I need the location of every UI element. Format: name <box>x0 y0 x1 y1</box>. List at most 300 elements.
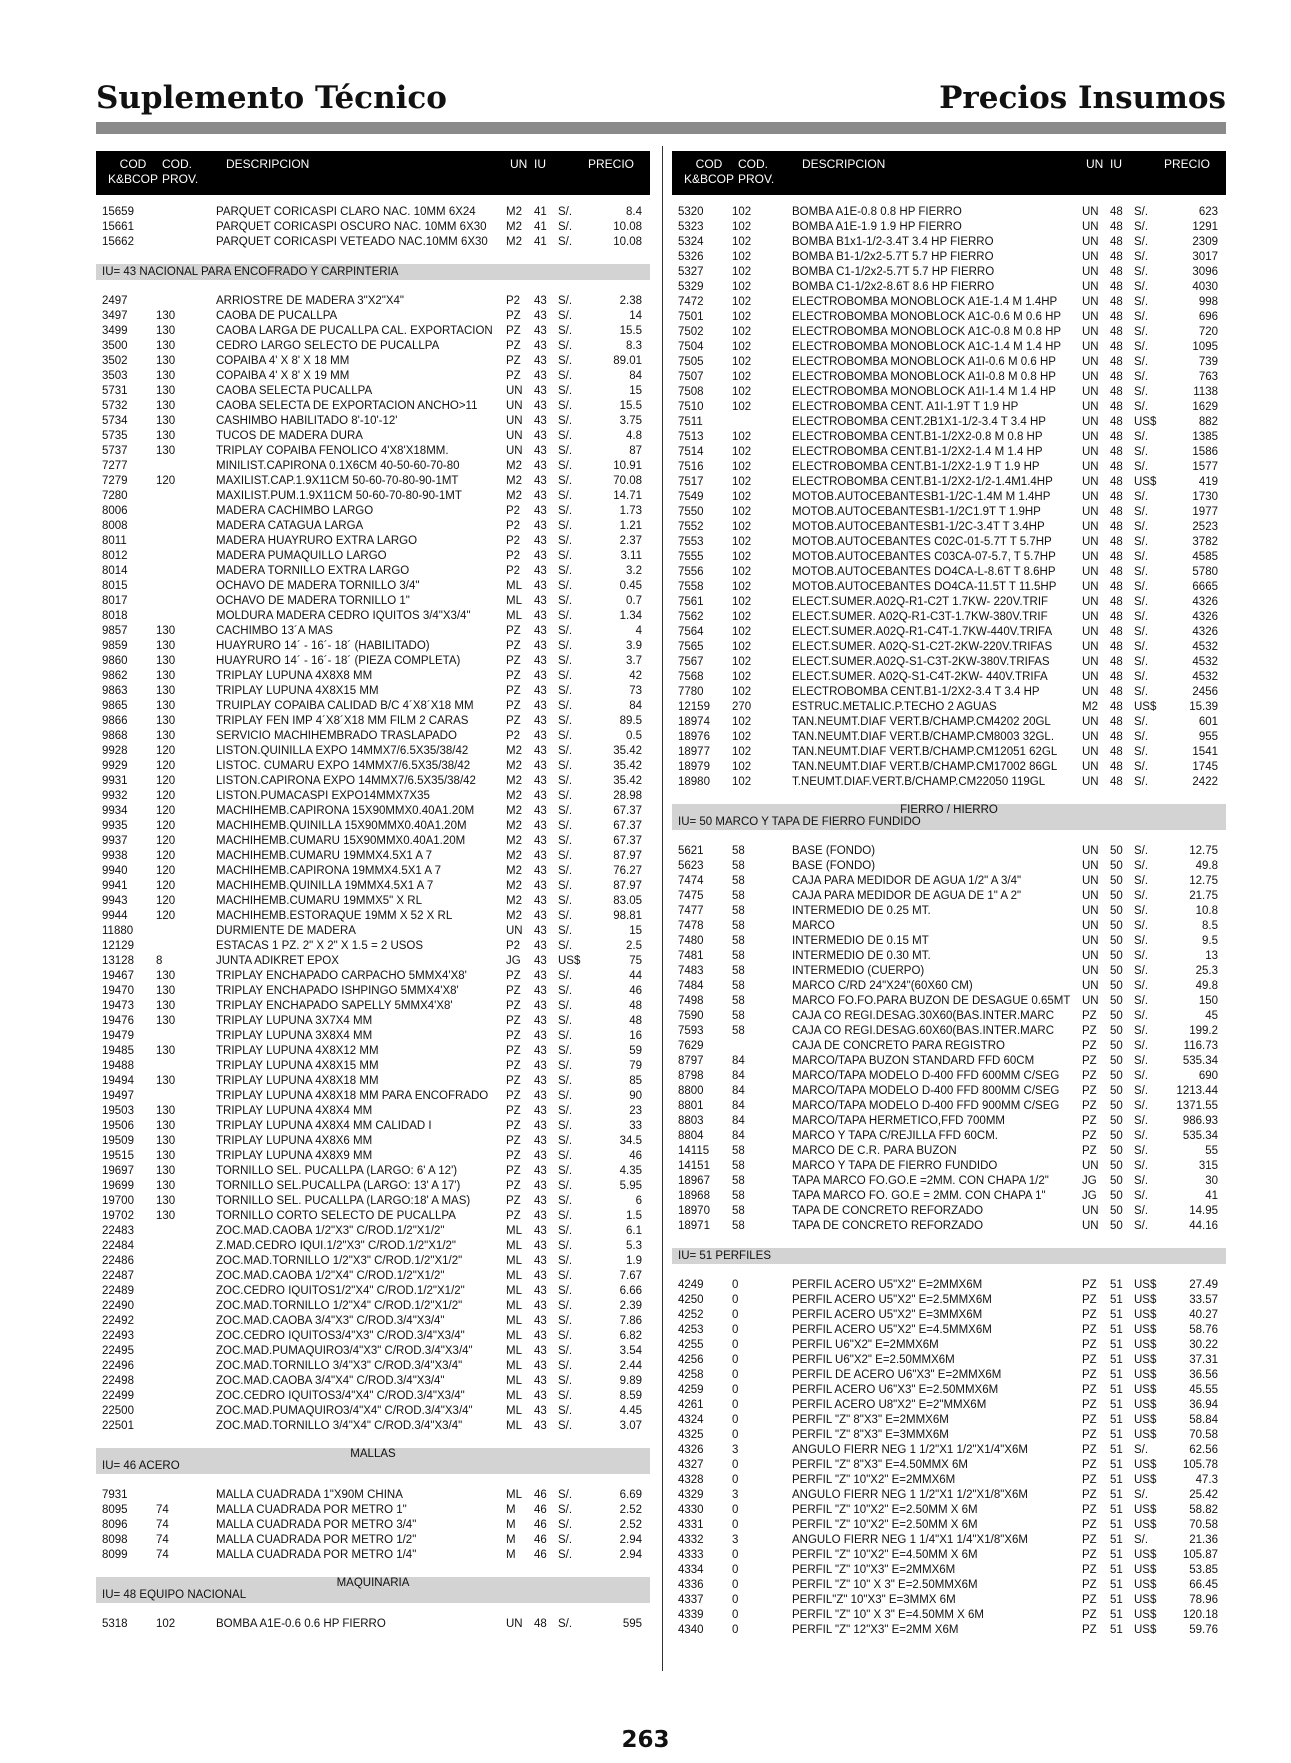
cell-moneda: S/. <box>558 595 573 607</box>
cell-precio: 7.67 <box>619 1270 642 1282</box>
cell-descripcion: TAPA DE CONCRETO REFORZADO <box>792 1205 984 1217</box>
cell-descripcion: TRIPLAY LUPUNA 4X8X12 MM <box>216 1045 379 1057</box>
cell-un: PZ <box>1082 1115 1097 1127</box>
table-row <box>672 355 1226 370</box>
cell-descripcion: MACHIHEMB.CUMARU 19MMX5" X RL <box>216 895 423 907</box>
cell-prov: 58 <box>732 875 745 887</box>
cell-descripcion: SERVICIO MACHIHEMBRADO TRASLAPADO <box>216 730 457 742</box>
table-row <box>672 1578 1226 1593</box>
cell-precio: 2.44 <box>619 1360 642 1372</box>
table-row <box>672 535 1226 550</box>
table-row <box>672 1383 1226 1398</box>
cell-moneda: S/. <box>558 610 573 622</box>
cell-iu: 48 <box>1110 656 1123 668</box>
cell-cod: 8006 <box>102 505 128 517</box>
un-header: UN <box>1086 157 1104 171</box>
cell-cod: 9929 <box>102 760 128 772</box>
cell-cod: 15659 <box>102 206 134 218</box>
cell-precio: 5.95 <box>619 1180 642 1192</box>
cell-un: UN <box>1082 206 1099 218</box>
cell-un: UN <box>1082 551 1099 563</box>
cell-precio: 105.87 <box>1182 1549 1218 1561</box>
cell-un: M2 <box>506 221 522 233</box>
spacer <box>672 1264 1226 1278</box>
cell-descripcion: ZOC.CEDRO IQUITOS3/4"X3" C/ROD.3/4"X3/4" <box>216 1330 465 1342</box>
cell-descripcion: OCHAVO DE MADERA TORNILLO 1" <box>216 595 410 607</box>
cell-descripcion: BOMBA C1-1/2x2-5.7T 5.7 HP FIERRO <box>792 266 995 278</box>
cell-un: UN <box>1082 461 1099 473</box>
cell-cod: 19479 <box>102 1030 134 1042</box>
table-row <box>96 384 650 399</box>
cell-un: PZ <box>506 670 521 682</box>
cell-precio: 2.38 <box>619 295 642 307</box>
cell-descripcion: PARQUET CORICASPI VETEADO NAC.10MM 6X30 <box>216 236 488 248</box>
cell-prov: 3 <box>732 1489 739 1501</box>
cell-precio: 15.5 <box>619 400 642 412</box>
cell-descripcion: MOTOB.AUTOCEBANTESB1-1/2C-3.4T T 3.4HP <box>792 521 1045 533</box>
cell-descripcion: PERFIL "Z" 10"X2" E=2.50MM X 6M <box>792 1519 978 1531</box>
cell-iu: 51 <box>1110 1579 1123 1591</box>
cell-cod: 8095 <box>102 1504 128 1516</box>
cell-descripcion: ESTACAS 1 PZ. 2" X 2" X 1.5 = 2 USOS <box>216 940 424 952</box>
cell-cod: 4329 <box>678 1489 704 1501</box>
cell-descripcion: ELECTROBOMBA MONOBLOCK A1C-0.6 M 0.6 HP <box>792 311 1062 323</box>
cell-precio: 8.59 <box>619 1390 642 1402</box>
cell-descripcion: TRIPLAY LUPUNA 3X8X4 MM <box>216 1030 373 1042</box>
cell-un: ML <box>506 1270 522 1282</box>
cell-descripcion: ESTRUC.METALIC.P.TECHO 2 AGUAS <box>792 701 997 713</box>
cell-un: UN <box>1082 731 1099 743</box>
cell-prov: 102 <box>732 356 752 368</box>
cell-precio: 1.9 <box>626 1255 642 1267</box>
cell-moneda: US$ <box>1134 1429 1157 1441</box>
cell-precio: 150 <box>1198 995 1218 1007</box>
cell-cod: 15661 <box>102 221 134 233</box>
cell-descripcion: CAOBA DE PUCALLPA <box>216 310 338 322</box>
cell-cod: 7472 <box>678 296 704 308</box>
cell-descripcion: CAOBA SELECTA DE EXPORTACION ANCHO>11 <box>216 400 478 412</box>
table-row <box>672 490 1226 505</box>
cell-un: ML <box>506 1390 522 1402</box>
cell-descripcion: PERFIL U6"X2" E=2.50MMX6M <box>792 1354 955 1366</box>
cell-moneda: S/. <box>558 1375 573 1387</box>
cell-un: M2 <box>506 850 522 862</box>
cell-moneda: S/. <box>558 1519 573 1531</box>
cell-precio: 4532 <box>1192 641 1218 653</box>
cell-descripcion: TUCOS DE MADERA DURA <box>216 430 363 442</box>
cell-moneda: US$ <box>1134 1414 1157 1426</box>
cell-precio: 1.21 <box>619 520 642 532</box>
cell-precio: 27.49 <box>1189 1279 1218 1291</box>
cell-cod: 4337 <box>678 1594 704 1606</box>
cell-moneda: S/. <box>1134 935 1149 947</box>
table-row <box>96 924 650 939</box>
cell-prov: 102 <box>732 731 752 743</box>
cell-prov: 102 <box>732 716 752 728</box>
cell-descripcion: TAPA MARCO FO. GO.E = 2MM. CON CHAPA 1" <box>792 1190 1046 1202</box>
cell-precio: 3.11 <box>620 550 642 562</box>
cell-descripcion: BOMBA A1E-1.9 1.9 HP FIERRO <box>792 221 962 233</box>
cell-descripcion: ELECTROBOMBA CENT.B1-1/2X2-1/2-1.4M1.4HP <box>792 476 1053 488</box>
cell-descripcion: BOMBA C1-1/2x2-8.6T 8.6 HP FIERRO <box>792 281 995 293</box>
cell-prov: 58 <box>732 1220 745 1232</box>
cell-precio: 1291 <box>1192 221 1218 233</box>
cell-cod: 5735 <box>102 430 128 442</box>
table-row <box>96 1359 650 1374</box>
cell-un: ML <box>506 1420 522 1432</box>
cell-iu: 43 <box>534 1210 547 1222</box>
cell-descripcion: Z.MAD.CEDRO IQUI.1/2"X3" C/ROD.1/2"X1/2" <box>216 1240 457 1252</box>
cell-un: PZ <box>506 1105 521 1117</box>
cell-descripcion: TAN.NEUMT.DIAF VERT.B/CHAMP.CM4202 20GL <box>792 716 1051 728</box>
cell-cod: 4326 <box>678 1444 704 1456</box>
cell-iu: 50 <box>1110 860 1123 872</box>
cell-iu: 41 <box>534 206 547 218</box>
cell-un: ML <box>506 595 522 607</box>
cell-prov: 120 <box>156 895 176 907</box>
cell-descripcion: TORNILLO SEL. PUCALLPA (LARGO: 6' A 12') <box>216 1165 458 1177</box>
cell-moneda: S/. <box>558 1534 573 1546</box>
spacer <box>672 195 1226 205</box>
cell-moneda: S/. <box>558 1489 573 1501</box>
cell-un: M2 <box>506 865 522 877</box>
spacer <box>96 280 650 294</box>
table-row <box>672 1473 1226 1488</box>
cell-iu: 48 <box>1110 356 1123 368</box>
section-title: MALLAS <box>350 1448 396 1460</box>
cell-descripcion: ZOC.MAD.TORNILLO 1/2"X3" C/ROD.1/2"X1/2" <box>216 1255 463 1267</box>
table-row <box>672 610 1226 625</box>
cell-precio: 1586 <box>1192 446 1218 458</box>
cell-cod: 5329 <box>678 281 704 293</box>
cell-iu: 51 <box>1110 1414 1123 1426</box>
cell-iu: 43 <box>534 520 547 532</box>
cell-iu: 43 <box>534 370 547 382</box>
cell-cod: 19494 <box>102 1075 134 1087</box>
cell-iu: 43 <box>534 415 547 427</box>
cell-descripcion: MOTOB.AUTOCEBANTES DO4CA-11.5T T 11.5HP <box>792 581 1057 593</box>
table-row <box>96 1404 650 1419</box>
cell-un: UN <box>1082 371 1099 383</box>
cell-prov: 130 <box>156 640 176 652</box>
cell-descripcion: PERFIL "Z" 8"X3" E=2MMX6M <box>792 1414 949 1426</box>
table-row <box>672 874 1226 889</box>
cell-descripcion: TRUIPLAY COPAIBA CALIDAD B/C 4´X8´X18 MM <box>216 700 474 712</box>
cell-precio: 739 <box>1198 356 1218 368</box>
cell-cod: 18974 <box>678 716 710 728</box>
cell-prov: 120 <box>156 745 176 757</box>
cell-moneda: S/. <box>1134 1205 1149 1217</box>
cell-moneda: S/. <box>558 445 573 457</box>
cell-prov: 58 <box>732 905 745 917</box>
cell-cod: 19700 <box>102 1195 134 1207</box>
cell-moneda: S/. <box>558 340 573 352</box>
cell-un: UN <box>1082 686 1099 698</box>
cell-moneda: S/. <box>558 805 573 817</box>
cell-iu: 50 <box>1110 1220 1123 1232</box>
cell-prov: 102 <box>732 221 752 233</box>
cell-cod: 4328 <box>678 1474 704 1486</box>
cell-prov: 102 <box>732 686 752 698</box>
cell-iu: 43 <box>534 685 547 697</box>
cell-iu: 43 <box>534 880 547 892</box>
cell-descripcion: MACHIHEMB.QUINILLA 19MMX4.5X1 A 7 <box>216 880 434 892</box>
cell-precio: 690 <box>1198 1070 1218 1082</box>
cell-prov: 58 <box>732 1190 745 1202</box>
spacer <box>96 195 650 205</box>
cell-iu: 50 <box>1110 890 1123 902</box>
cell-descripcion: ELECTROBOMBA CENT.B1-1/2X2-1.9 T 1.9 HP <box>792 461 1040 473</box>
cell-un: PZ <box>1082 1624 1097 1636</box>
cell-moneda: US$ <box>1134 476 1157 488</box>
cell-precio: 67.37 <box>613 835 642 847</box>
cell-iu: 51 <box>1110 1384 1123 1396</box>
cell-cod: 19497 <box>102 1090 134 1102</box>
cell-prov: 58 <box>732 995 745 1007</box>
cell-precio: 62.56 <box>1189 1444 1218 1456</box>
table-row <box>672 550 1226 565</box>
cell-prov: 120 <box>156 880 176 892</box>
cell-descripcion: MACHIHEMB.CUMARU 19MMX4.5X1 A 7 <box>216 850 433 862</box>
cell-moneda: S/. <box>558 295 573 307</box>
cell-iu: 43 <box>534 970 547 982</box>
cell-iu: 43 <box>534 775 547 787</box>
cell-iu: 43 <box>534 1135 547 1147</box>
cell-moneda: S/. <box>558 1300 573 1312</box>
cell-iu: 50 <box>1110 1175 1123 1187</box>
cell-iu: 46 <box>534 1519 547 1531</box>
cell-iu: 43 <box>534 865 547 877</box>
cell-descripcion: MOTOB.AUTOCEBANTES DO4CA-L-8.6T T 8.6HP <box>792 566 1056 578</box>
cell-un: UN <box>1082 716 1099 728</box>
cell-precio: 419 <box>1198 476 1218 488</box>
cell-iu: 51 <box>1110 1459 1123 1471</box>
cell-cod: 7480 <box>678 935 704 947</box>
cell-precio: 13 <box>1205 950 1218 962</box>
cell-descripcion: TAN.NEUMT.DIAF VERT.B/CHAMP.CM12051 62GL <box>792 746 1058 758</box>
cell-un: UN <box>1082 506 1099 518</box>
cell-iu: 46 <box>534 1549 547 1561</box>
cell-cod: 8015 <box>102 580 128 592</box>
cell-descripcion: PERFIL ACERO U5"X2" E=4.5MMX6M <box>792 1324 992 1336</box>
cell-descripcion: CAJA PARA MEDIDOR DE AGUA 1/2" A 3/4" <box>792 875 1022 887</box>
cell-moneda: US$ <box>558 955 581 967</box>
table-row <box>672 1338 1226 1353</box>
table-row <box>96 1284 650 1299</box>
cell-iu: 48 <box>1110 296 1123 308</box>
cell-prov: 58 <box>732 890 745 902</box>
cell-moneda: S/. <box>558 415 573 427</box>
cell-precio: 58.82 <box>1189 1504 1218 1516</box>
cell-un: PZ <box>1082 1594 1097 1606</box>
cell-prov: 120 <box>156 805 176 817</box>
cell-iu: 41 <box>534 236 547 248</box>
cell-descripcion: INTERMEDIO DE 0.15 MT <box>792 935 929 947</box>
cell-precio: 15 <box>629 925 642 937</box>
cell-precio: 2.94 <box>619 1549 642 1561</box>
cell-moneda: S/. <box>1134 1145 1149 1157</box>
table-row <box>672 1368 1226 1383</box>
cell-moneda: S/. <box>558 385 573 397</box>
cell-descripcion: BOMBA B1-1/2x2-5.7T 5.7 HP FIERRO <box>792 251 994 263</box>
cell-iu: 48 <box>1110 581 1123 593</box>
cell-iu: 43 <box>534 1345 547 1357</box>
table-row <box>96 235 650 250</box>
cell-precio: 623 <box>1198 206 1218 218</box>
cell-un: PZ <box>506 1195 521 1207</box>
cell-moneda: S/. <box>558 550 573 562</box>
cell-iu: 48 <box>1110 206 1123 218</box>
cell-precio: 76.27 <box>613 865 642 877</box>
cell-prov: 58 <box>732 965 745 977</box>
cell-un: PZ <box>506 1210 521 1222</box>
table-row <box>96 1059 650 1074</box>
cell-un: M2 <box>506 895 522 907</box>
cell-un: PZ <box>506 625 521 637</box>
cell-un: UN <box>1082 995 1099 1007</box>
table-row <box>96 534 650 549</box>
cell-iu: 43 <box>534 475 547 487</box>
cell-un: UN <box>1082 905 1099 917</box>
cell-prov: 102 <box>732 326 752 338</box>
cell-iu: 43 <box>534 1105 547 1117</box>
table-row <box>96 984 650 999</box>
cell-descripcion: ARRIOSTRE DE MADERA 3"X2"X4" <box>216 295 404 307</box>
cell-un: ML <box>506 1255 522 1267</box>
cell-moneda: S/. <box>558 400 573 412</box>
cell-moneda: S/. <box>1134 296 1149 308</box>
cell-iu: 43 <box>534 1405 547 1417</box>
cell-prov: 102 <box>732 401 752 413</box>
cell-descripcion: TRIPLAY LUPUNA 4X8X9 MM <box>216 1150 373 1162</box>
cell-prov: 84 <box>732 1070 745 1082</box>
cell-precio: 48 <box>629 1015 642 1027</box>
cell-prov: 102 <box>732 776 752 788</box>
cell-moneda: S/. <box>1134 1489 1149 1501</box>
table-row <box>672 904 1226 919</box>
cell-descripcion: MOTOB.AUTOCEBANTESB1-1/2C-1.4M M 1.4HP <box>792 491 1051 503</box>
table-row <box>672 1443 1226 1458</box>
cell-precio: 45 <box>1205 1010 1218 1022</box>
cell-iu: 50 <box>1110 1190 1123 1202</box>
cell-moneda: S/. <box>558 1030 573 1042</box>
cell-precio: 45.55 <box>1189 1384 1218 1396</box>
cell-cod: 9940 <box>102 865 128 877</box>
cell-precio: 9.5 <box>1202 935 1218 947</box>
cell-iu: 43 <box>534 610 547 622</box>
cell-cod: 18976 <box>678 731 710 743</box>
cell-precio: 98.81 <box>613 910 642 922</box>
cell-precio: 116.73 <box>1183 1040 1218 1052</box>
cell-un: UN <box>1082 431 1099 443</box>
table-row <box>96 609 650 624</box>
table-row <box>672 685 1226 700</box>
descripcion-header: DESCRIPCION <box>226 157 310 171</box>
cell-prov: 8 <box>156 955 163 967</box>
cell-precio: 47.3 <box>1195 1474 1218 1486</box>
cell-descripcion: PERFIL "Z" 12"X3" E=2MM X6M <box>792 1624 959 1636</box>
cell-un: PZ <box>1082 1504 1097 1516</box>
cell-descripcion: MADERA PUMAQUILLO LARGO <box>216 550 387 562</box>
header-title-right: Precios Insumos <box>939 80 1226 116</box>
cell-iu: 43 <box>534 1120 547 1132</box>
cell-moneda: US$ <box>1134 1564 1157 1576</box>
table-row <box>672 1129 1226 1144</box>
cell-un: PZ <box>1082 1519 1097 1531</box>
cell-prov: 130 <box>156 1075 176 1087</box>
cell-prov: 130 <box>156 325 176 337</box>
cell-iu: 50 <box>1110 1085 1123 1097</box>
cell-descripcion: MALLA CUADRADA POR METRO 1/2" <box>216 1534 417 1546</box>
cell-un: UN <box>506 1618 523 1630</box>
cell-moneda: S/. <box>1134 1190 1149 1202</box>
cell-iu: 43 <box>534 940 547 952</box>
cell-precio: 53.85 <box>1189 1564 1218 1576</box>
cell-iu: 48 <box>1110 401 1123 413</box>
cell-moneda: S/. <box>558 236 573 248</box>
cell-descripcion: MADERA HUAYRURO EXTRA LARGO <box>216 535 418 547</box>
cell-prov: 130 <box>156 1135 176 1147</box>
cell-cod: 7564 <box>678 626 704 638</box>
cell-iu: 43 <box>534 640 547 652</box>
cell-iu: 48 <box>1110 641 1123 653</box>
cell-moneda: S/. <box>558 221 573 233</box>
cell-cod: 11880 <box>102 925 134 937</box>
cell-precio: 49.8 <box>1195 860 1218 872</box>
cell-precio: 6.82 <box>619 1330 642 1342</box>
cell-un: UN <box>1082 491 1099 503</box>
cell-moneda: S/. <box>1134 1025 1149 1037</box>
cell-moneda: S/. <box>1134 995 1149 1007</box>
cell-iu: 43 <box>534 1300 547 1312</box>
cell-precio: 84 <box>629 370 642 382</box>
cell-prov: 102 <box>732 461 752 473</box>
cell-cod: 5732 <box>102 400 128 412</box>
cell-cod: 22500 <box>102 1405 134 1417</box>
cell-iu: 43 <box>534 985 547 997</box>
cell-cod: 4261 <box>678 1399 704 1411</box>
table-row <box>96 834 650 849</box>
cell-prov: 102 <box>732 761 752 773</box>
cell-un: M2 <box>506 910 522 922</box>
cell-cod: 5324 <box>678 236 704 248</box>
cell-moneda: S/. <box>558 910 573 922</box>
table-row <box>672 1503 1226 1518</box>
table-row <box>672 655 1226 670</box>
cell-iu: 48 <box>1110 596 1123 608</box>
cell-prov: 102 <box>732 611 752 623</box>
cell-moneda: S/. <box>558 850 573 862</box>
table-row <box>672 565 1226 580</box>
cell-iu: 48 <box>1110 251 1123 263</box>
cell-un: PZ <box>506 1090 521 1102</box>
cell-descripcion: CAJA CO REGI.DESAG.60X60(BAS.INTER.MARC <box>792 1025 1055 1037</box>
cell-cod: 7481 <box>678 950 704 962</box>
cell-descripcion: ANGULO FIERR NEG 1 1/2"X1 1/2"X1/8"X6M <box>792 1489 1028 1501</box>
table-row <box>672 1548 1226 1563</box>
cell-iu: 50 <box>1110 965 1123 977</box>
cell-descripcion: PERFIL ACERO U5"X2" E=3MMX6M <box>792 1309 983 1321</box>
cell-iu: 48 <box>1110 371 1123 383</box>
cell-cod: 7280 <box>102 490 128 502</box>
cell-iu: 43 <box>534 1180 547 1192</box>
table-row <box>96 864 650 879</box>
cell-precio: 4 <box>635 625 642 637</box>
cell-prov: 0 <box>732 1414 739 1426</box>
cell-cod: 5731 <box>102 385 128 397</box>
cell-precio: 44.16 <box>1189 1220 1218 1232</box>
cell-moneda: S/. <box>1134 551 1149 563</box>
